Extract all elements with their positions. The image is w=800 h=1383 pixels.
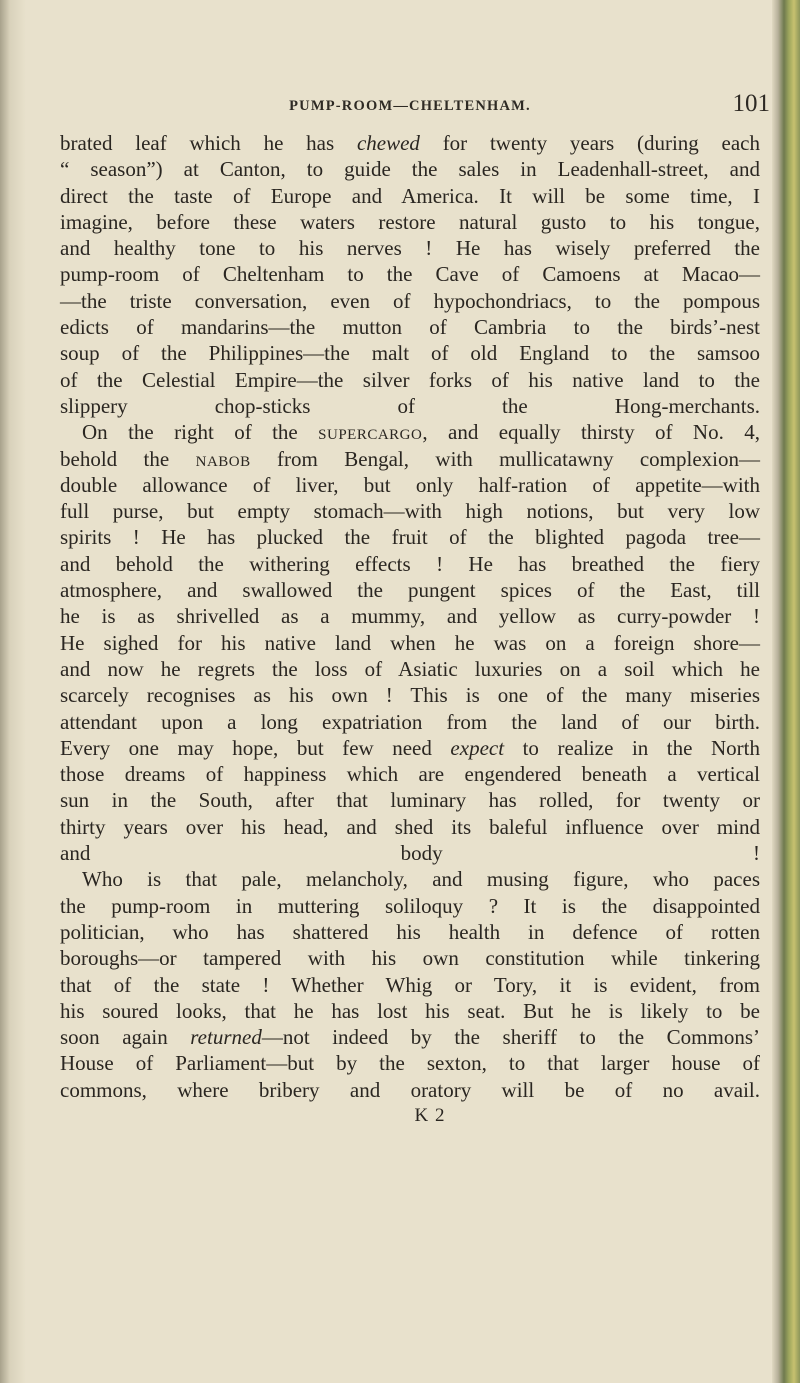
text-run: to realize in the North bbox=[504, 735, 760, 760]
text-line: and now he regrets the loss of Asiatic luxuries on a soil which he bbox=[60, 656, 760, 681]
text-run: soon again bbox=[60, 1025, 191, 1050]
signature-mark: K 2 bbox=[414, 1104, 446, 1126]
book-page bbox=[60, 88, 770, 1127]
text-line: pump-room of Cheltenham to the Cave of Camoens at Macao— bbox=[60, 262, 760, 287]
italic-text: chewed bbox=[356, 131, 420, 155]
text-line: those dreams of happiness which are engendered beneath a vertical bbox=[60, 762, 760, 787]
text-line: full purse, but empty stomach—with high notions, but very low bbox=[60, 499, 760, 524]
text-line: of the Celestial Empire—the silver forks of his native land to the bbox=[60, 367, 760, 392]
text-run: —not indeed by the sheriff to the Commons’ bbox=[261, 1025, 760, 1050]
italic-text: returned bbox=[190, 1025, 262, 1050]
page-left-edge-shadow bbox=[0, 0, 26, 1383]
text-line: and body ! bbox=[60, 841, 760, 866]
text-line: boroughs—or tampered with his own constitution while tinkering bbox=[60, 946, 760, 971]
text-run: On the right of the bbox=[82, 420, 319, 445]
text-line: imagine, before these waters restore natural gusto to his tongue, bbox=[60, 209, 760, 234]
paragraph-3 bbox=[60, 866, 760, 1103]
text-line: He sighed for his native land when he was on a foreign shore— bbox=[60, 630, 760, 655]
text-run: brated leaf which he has bbox=[60, 131, 357, 155]
page-header bbox=[60, 88, 770, 130]
text-line: that of the state ! Whether Whig or Tory, it is evident, from bbox=[60, 972, 760, 997]
text-line: —the triste conversation, even of hypochondriacs, to the pompous bbox=[60, 288, 760, 313]
text-line: politician, who has shattered his health in defence of rotten bbox=[60, 919, 760, 944]
text-line: Who is that pale, melancholy, and musing figure, who paces bbox=[82, 867, 760, 892]
text-line: commons, where bribery and oratory will be of no avail. bbox=[60, 1077, 760, 1102]
text-line: soup of the Philippines—the malt of old England to the samsoo bbox=[60, 341, 760, 366]
text-line: the pump-room in muttering soliloquy ? It is the disappointed bbox=[60, 893, 760, 918]
italic-text: expect bbox=[450, 735, 505, 760]
text-line: scarcely recognises as his own ! This is one of the many miseries bbox=[60, 683, 760, 708]
book-spine-edge bbox=[772, 0, 800, 1383]
text-line: House of Parliament—but by the sexton, to that larger house of bbox=[60, 1051, 760, 1076]
text-line bbox=[60, 446, 760, 472]
text-line: spirits ! He has plucked the fruit of the blighted pagoda tree— bbox=[60, 525, 760, 550]
text-line: atmosphere, and swallowed the pungent spices of the East, till bbox=[60, 578, 760, 603]
text-run: , and equally thirsty of No. 4, bbox=[422, 420, 760, 445]
small-caps-text: supercargo bbox=[318, 420, 423, 445]
text-line: slippery chop-sticks of the Hong-merchants. bbox=[60, 393, 760, 418]
page-number: 101 bbox=[732, 90, 770, 117]
text-line bbox=[60, 419, 760, 445]
text-line bbox=[60, 130, 760, 156]
text-run: Every one may hope, but few need bbox=[60, 735, 451, 760]
text-line: edicts of mandarins—the mutton of Cambria to the birds’-nest bbox=[60, 315, 760, 340]
text-line: he is as shrivelled as a mummy, and yellow as curry-powder ! bbox=[60, 604, 760, 629]
running-head: PUMP-ROOM—CHELTENHAM. bbox=[289, 98, 531, 114]
small-caps-text: nabob bbox=[195, 446, 251, 471]
text-line: sun in the South, after that luminary has rolled, for twenty or bbox=[60, 788, 760, 813]
text-line bbox=[60, 735, 760, 761]
text-run: behold the bbox=[60, 446, 196, 471]
text-line: attendant upon a long expatriation from the land of our birth. bbox=[60, 709, 760, 734]
text-line: double allowance of liver, but only half-ration of appetite—with bbox=[60, 472, 760, 497]
paragraph-1 bbox=[60, 130, 760, 419]
text-run: from Bengal, with mullicatawny complexion— bbox=[250, 446, 760, 471]
text-line: and behold the withering effects ! He has breathed the fiery bbox=[60, 551, 760, 576]
text-line: thirty years over his head, and shed its baleful influence over mind bbox=[60, 814, 760, 839]
text-run: for twenty years (during each bbox=[419, 131, 761, 155]
text-line bbox=[60, 1024, 760, 1050]
text-line: direct the taste of Europe and America. It will be some time, I bbox=[60, 183, 760, 208]
text-line: his soured looks, that he has lost his seat. But he is likely to be bbox=[60, 998, 760, 1023]
paragraph-2 bbox=[60, 419, 760, 866]
text-line: “ season”) at Canton, to guide the sales in Leadenhall-street, and bbox=[60, 157, 760, 182]
text-line: and healthy tone to his nerves ! He has wisely preferred the bbox=[60, 236, 760, 261]
